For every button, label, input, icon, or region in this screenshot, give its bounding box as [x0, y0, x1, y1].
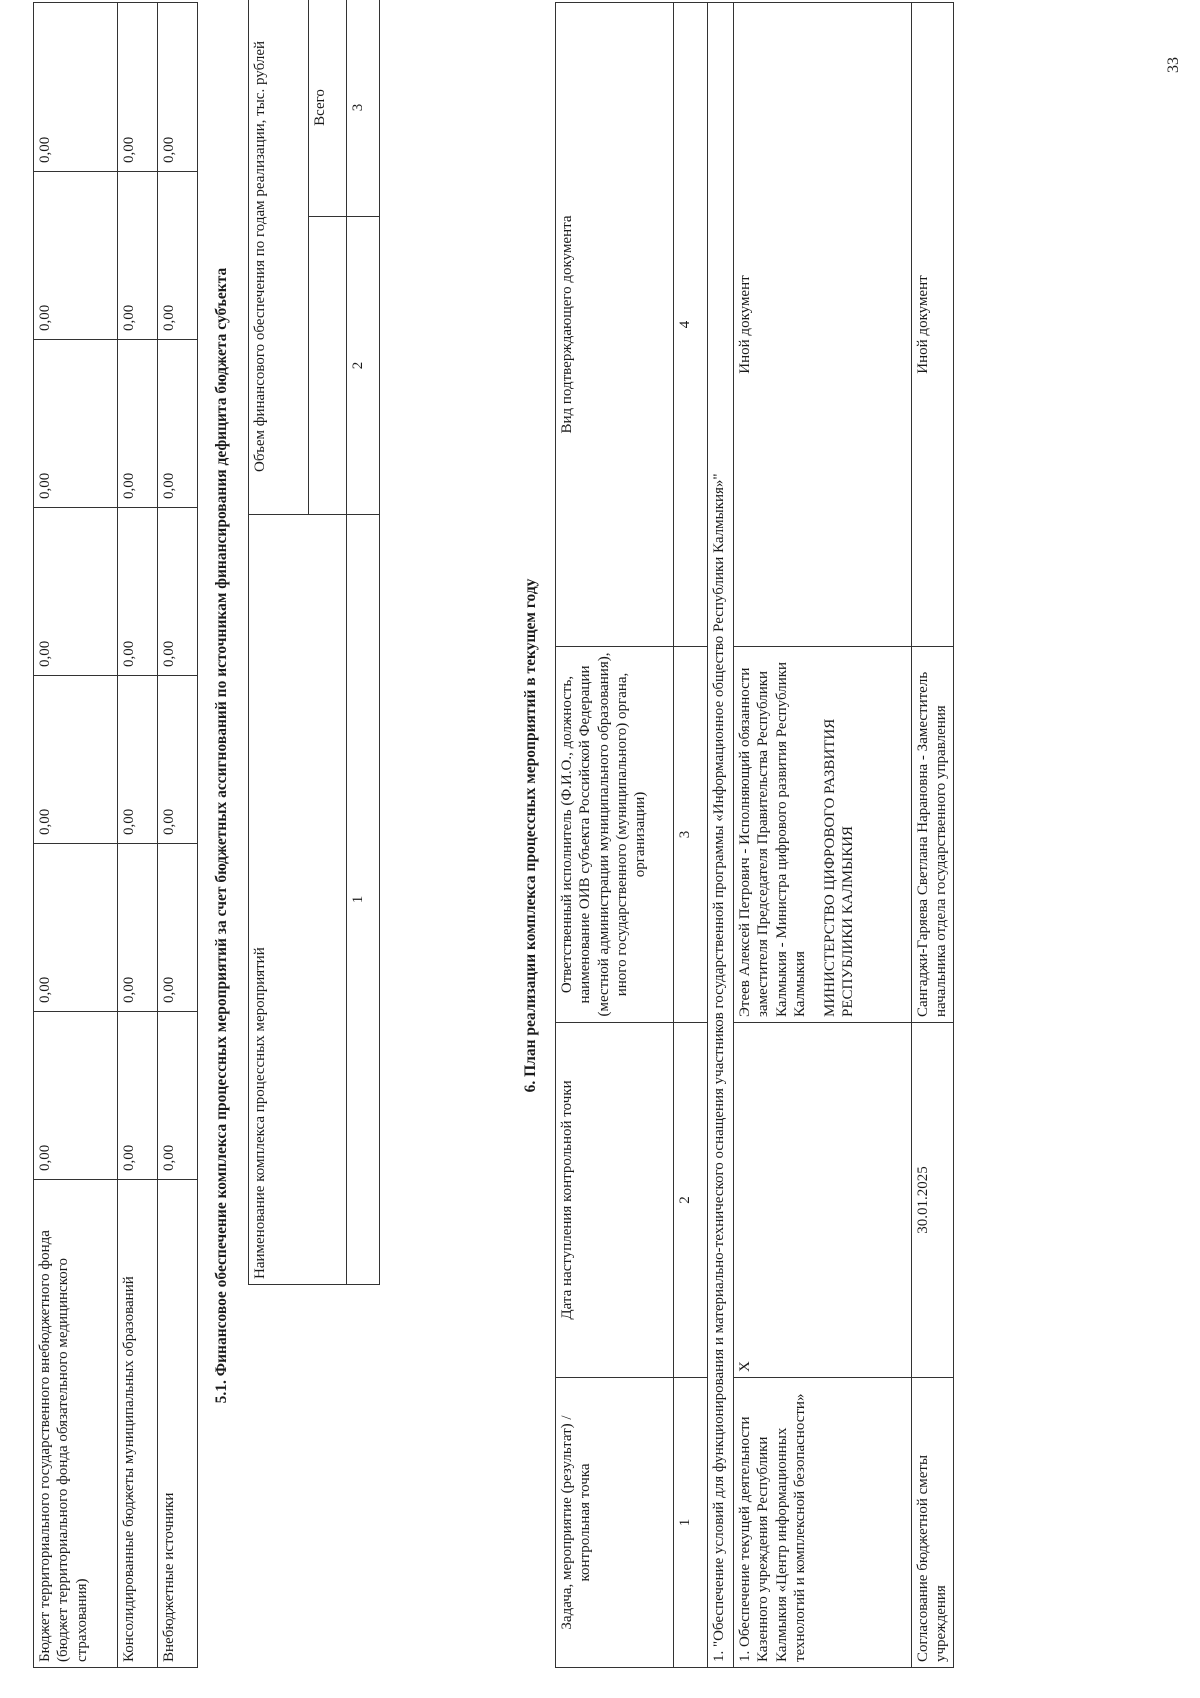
header-executor: Ответственный исполнитель (Ф.И.О., должность, наименование ОИВ субъекта Российской Федерации (местной администрации муниципального образования), иного государственного (муниципального) органа, организации): [556, 647, 674, 1023]
table-row: [34, 3, 118, 1668]
value-cell: 0,00: [118, 1012, 158, 1180]
value-cell: 0,00: [34, 1012, 118, 1180]
col-number: 2: [674, 1023, 708, 1378]
header-name: Наименование комплекса процессных мероприятий: [249, 515, 347, 1285]
table-header-row: [556, 3, 674, 1668]
value-cell: 0,00: [34, 508, 118, 676]
table-header-row: [249, 0, 309, 1285]
value-cell: 0,00: [118, 340, 158, 508]
header-volume: Объем финансового обеспечения по годам реализации, тыс. рублей: [249, 0, 309, 515]
value-cell: 0,00: [158, 844, 198, 1012]
value-cell: 0,00: [158, 340, 198, 508]
value-cell: 0,00: [118, 3, 158, 172]
header-task: Задача, мероприятие (результат) / контрольная точка: [556, 1378, 674, 1668]
value-cell: 0,00: [118, 844, 158, 1012]
table-row: [734, 3, 912, 1668]
col-number: 1: [674, 1378, 708, 1668]
value-cell: 0,00: [34, 3, 118, 172]
col-number: 1: [347, 515, 380, 1285]
row-label: Бюджет территориального государственного внебюджетного фонда (бюджет территориального фонда обязательного медицинского страхования): [34, 1180, 118, 1668]
section-row: [708, 3, 734, 1668]
value-cell: 0,00: [118, 172, 158, 340]
doc-type-cell: Иной документ: [734, 3, 912, 647]
date-cell: 30.01.2025: [912, 1023, 954, 1378]
value-cell: 0,00: [158, 508, 198, 676]
value-cell: 0,00: [118, 508, 158, 676]
value-cell: 0,00: [118, 676, 158, 844]
executor-cell: Сангаджи-Гаряева Светлана Нарановна - Заместитель начальника отдела государственного управления: [912, 647, 954, 1023]
header-doc-type: Вид подтверждающего документа: [556, 3, 674, 647]
value-cell: 0,00: [158, 676, 198, 844]
executor-org: МИНИСТЕРСТВО ЦИФРОВОГО РАЗВИТИЯ РЕСПУБЛИКИ КАЛМЫКИЯ: [822, 718, 857, 1017]
doc-type-cell: Иной документ: [912, 3, 954, 647]
funding-sources-table: [33, 2, 198, 1668]
column-number-row: [347, 0, 380, 1285]
row-label: Консолидированные бюджеты муниципальных образований: [118, 1180, 158, 1668]
value-cell: 0,00: [158, 172, 198, 340]
table-row: [912, 3, 954, 1668]
value-cell: 0,00: [34, 340, 118, 508]
col-number: 3: [347, 0, 380, 217]
row-label: Внебюджетные источники: [158, 1180, 198, 1668]
date-cell: X: [734, 1023, 912, 1378]
table-row: [118, 3, 158, 1668]
header-empty-year: [309, 217, 347, 515]
section-6-table: [555, 2, 954, 1668]
col-number: 4: [674, 3, 708, 647]
table-row: [158, 3, 198, 1668]
header-date: Дата наступления контрольной точки: [556, 1023, 674, 1378]
col-number: 3: [674, 647, 708, 1023]
value-cell: 0,00: [34, 844, 118, 1012]
executor-name: Этеев Алексей Петрович - Исполняющий обязанности заместителя Председателя Правительства Республики Калмыкия - Министра цифрового развития Республики Калмыкия: [737, 661, 808, 1017]
task-cell: Согласование бюджетной сметы учреждения: [912, 1378, 954, 1668]
column-number-row: [674, 3, 708, 1668]
header-total: Всего: [309, 0, 347, 217]
col-number: 2: [347, 217, 380, 515]
executor-cell: [734, 647, 912, 1023]
page-number: 33: [1165, 57, 1182, 73]
section-row-label: 1. "Обеспечение условий для функционирования и материально-технического оснащения участников государственной программы «Информационное общество Республики Калмыкия»": [708, 3, 734, 1668]
section-6-title: 6. План реализации комплекса процессных мероприятий в текущем году: [522, 578, 539, 1093]
value-cell: 0,00: [34, 676, 118, 844]
value-cell: 0,00: [158, 1012, 198, 1180]
value-cell: 0,00: [158, 3, 198, 172]
section-5-1-title: 5.1. Финансовое обеспечение комплекса процессных мероприятий за счет бюджетных ассигнований по источникам финансирования дефицита бюджета субъекта: [213, 267, 230, 1404]
section-5-1-table: [248, 0, 380, 1285]
value-cell: 0,00: [34, 172, 118, 340]
task-cell: 1. Обеспечение текущей деятельности Казенного учреждения Республики Калмыкия «Центр информационных технологий и комплексной безопасности»: [734, 1378, 912, 1668]
